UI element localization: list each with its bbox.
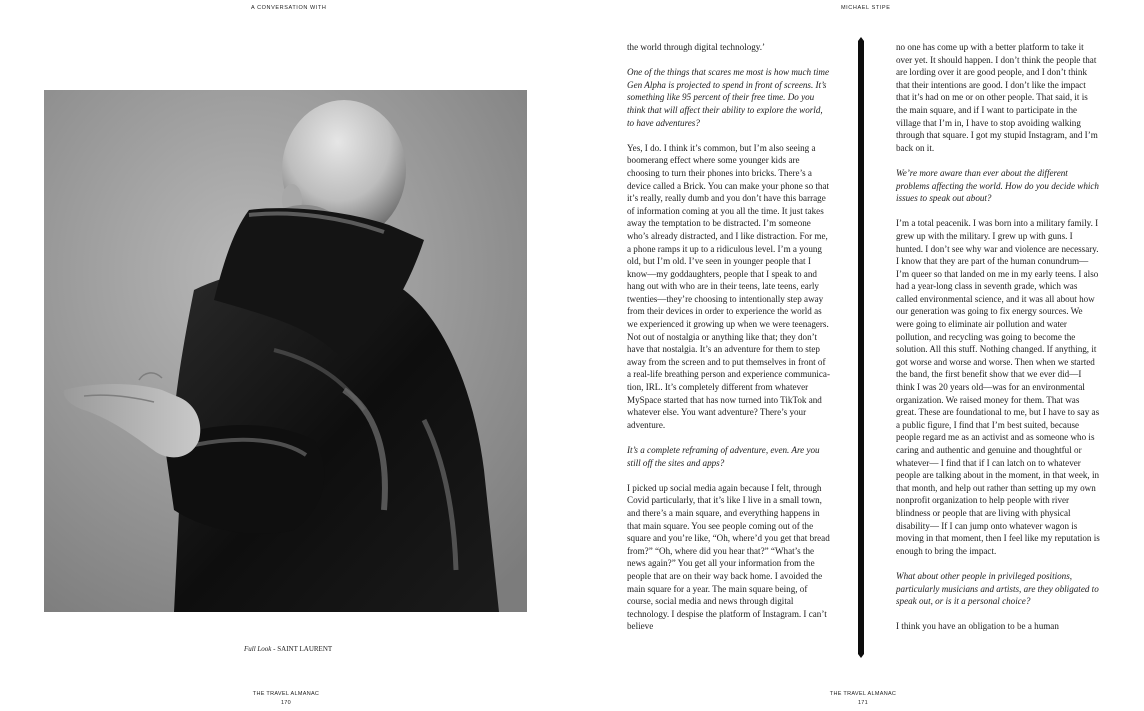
interview-question: What about other people in privileged positions, particularly musicians and artists, are they obligated to speak out, or is it a personal choice? (896, 570, 1099, 607)
footer-left (246, 690, 326, 708)
interview-question: It’s a complete reframing of adventure, even. Are you still off the sites and apps? (627, 445, 820, 468)
interview-answer: I think you have an obligation to be a human (896, 621, 1059, 632)
footer-right (823, 690, 903, 708)
interview-question: We’re more aware than ever about the different problems affecting the world. How do you decide which issues to speak out about? (896, 167, 1099, 204)
photo-credit (244, 645, 332, 653)
credit-label: Full Look (244, 645, 272, 653)
portrait-photo (44, 90, 527, 612)
interview-answer: Yes, I do. I think it’s common, but I’m also seeing a boomerang effect where some younger kids are choosing to turn their phones into bricks. There’s a device called a Brick. You can make your phone so that it’s really, really dumb and you don’t have this barrage of information coming at you all the time. It just takes away the temptation to be distracted. I’m someone who’s already distracted, and I like distraction. For me, a phone ramps it up to a ridiculous level. I’m a young old, but I’m old. I’ve seen in younger people that I know—my goddaughters, people that I speak to and hang out with who are in their teens, late teens, early twenties—they’re choosing to intentionally step away from their devices in order to experience the world as we experienced it growing up when we were teenagers. Not out of nostalgia or anything like that; they don’t have that nostalgia. It’s an adventure for them to step away from the screen and to put themselves in front of a real-life breathing person and experience communication, IRL. It’s completely different from whatever MySpace started that has now turned into TikTok and whatever else. You want adventure? There’s your adventure. (627, 142, 830, 430)
credit-separator: - (271, 645, 278, 653)
interview-answer: no one has come up with a better platform to take it over yet. It should happen. I don’t think the people that are lording over it are good people, and I don’t think that their intentions are good. I don’t like the impact that it’s had on me or on other people. That said, it is the main square, and if I want to participate in the village that I’m in, I have to stop avoiding walking through that square. I got my stupid Instagram, and I’m back on it. (896, 42, 1098, 153)
portrait-figure-illustration (44, 90, 527, 612)
text-column-right (896, 41, 1100, 646)
page-number-left: 170 (280, 700, 292, 706)
credit-brand: SAINT LAURENT (277, 645, 333, 653)
interview-answer: I’m a total peacenik. I was born into a military family. I grew up with the military. I grew up with guns. I hunted. I don’t see why war and violence are necessary. I know that they are part of the human conundrum—I’m queer so that landed on me in my early teens. I also had a year-long class in seventh grade, which was called environmental science, and it was all about how our generation was going to fix energy sources. We were going to eliminate air pollution and water pollution, and recycling was going to become the solution. All this stuff. Nothing changed. If anything, it got worse and worse and worse. Then when we started the band, the first benefit show that we ever did—I think I was 20 years old—was for an environmental organization. We raised money for them. That was great. These are foundational to me, but I have to say as a public figure, I find that I’m best suited, because people regard me as an activist and as someone who is caring and authentic and genuine and thoughtful or whatever— I find that if I can latch on to whatever people are talking about in the moment, in that week, in that month, and help out rather than setting up my own nonprofit organization to help people with river blindness or people that are living with physical disability— If I can jump onto whatever wagon is moving in that moment, then I feel like my reputation is enough to bring the impact. (896, 218, 1100, 556)
column-divider-rule (858, 41, 864, 654)
text-column-left (627, 41, 831, 646)
interview-answer: I picked up social media again because I felt, through Covid particularly, that it’s like I live in a small town, and there’s a main square, and everything happens in that main square. You see people coming out of the square and you’re like, “Oh, where’d you get that bread from?” “Oh, where did you hear that?” “What’s the news again?” You get all your information from the people that are on their way back home. I avoided the main square for a year. The main square being, of course, social media and news through digital technology. I despise the platform of Instagram. I can’t believe (627, 482, 830, 632)
page-number-right: 171 (857, 700, 869, 706)
footer-publication-right: THE TRAVEL ALMANAC (829, 691, 897, 697)
footer-publication-left: THE TRAVEL ALMANAC (252, 691, 320, 697)
running-head-left: A CONVERSATION WITH (251, 5, 327, 11)
running-head-right: MICHAEL STIPE (841, 5, 891, 11)
interview-question: One of the things that scares me most is how much time Gen Alpha is projected to spend in front of screens. It’s something like 95 percent of their free time. Do you think that will affect their ability to explore the world, to have adventures? (627, 67, 829, 128)
interview-answer: the world through digital technology.’ (627, 42, 766, 52)
